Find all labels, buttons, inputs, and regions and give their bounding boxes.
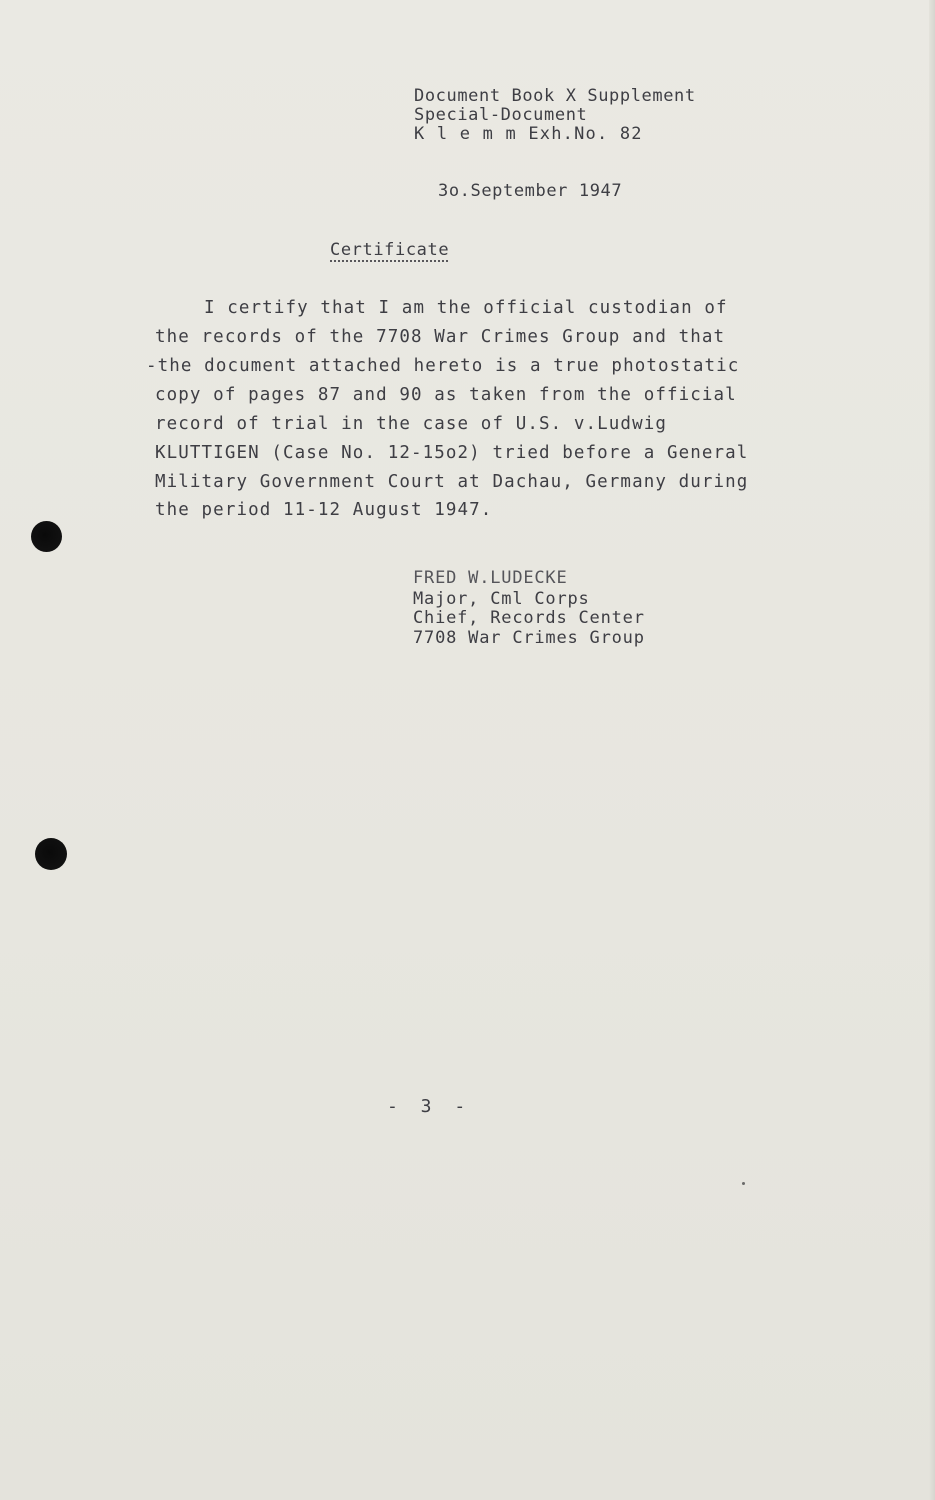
body-line: KLUTTIGEN (Case No. 12-15o2) tried before a General: [155, 443, 749, 463]
special-document-line: Special-Document: [414, 105, 588, 125]
punch-hole: [35, 838, 67, 870]
body-line: record of trial in the case of U.S. v.Ludwig: [155, 414, 667, 434]
document-book-line: Document Book X Supplement: [414, 86, 696, 106]
document-date: 3o.September 1947: [438, 181, 623, 201]
paper-edge: [929, 0, 935, 1500]
body-line: the records of the 7708 War Crimes Group and that: [155, 327, 726, 347]
paper-speck: [742, 1182, 745, 1185]
body-line: -the document attached hereto is a true photostatic: [146, 356, 740, 376]
body-line: Military Government Court at Dachau, Germany during: [155, 472, 749, 492]
body-line: copy of pages 87 and 90 as taken from the official: [155, 385, 737, 405]
exhibit-number-line: K l e m m Exh.No. 82: [414, 124, 643, 144]
signatory-unit: 7708 War Crimes Group: [413, 628, 645, 648]
certificate-title: Certificate: [330, 240, 450, 260]
signatory-position: Chief, Records Center: [413, 608, 645, 628]
body-line: the period 11-12 August 1947.: [155, 500, 493, 520]
punch-hole: [31, 521, 62, 552]
page-number: - 3 -: [387, 1096, 472, 1117]
signatory-name: FRED W.LUDECKE: [413, 568, 568, 588]
body-line: I certify that I am the official custodian of: [204, 298, 728, 318]
signatory-rank: Major, Cml Corps: [413, 589, 590, 609]
